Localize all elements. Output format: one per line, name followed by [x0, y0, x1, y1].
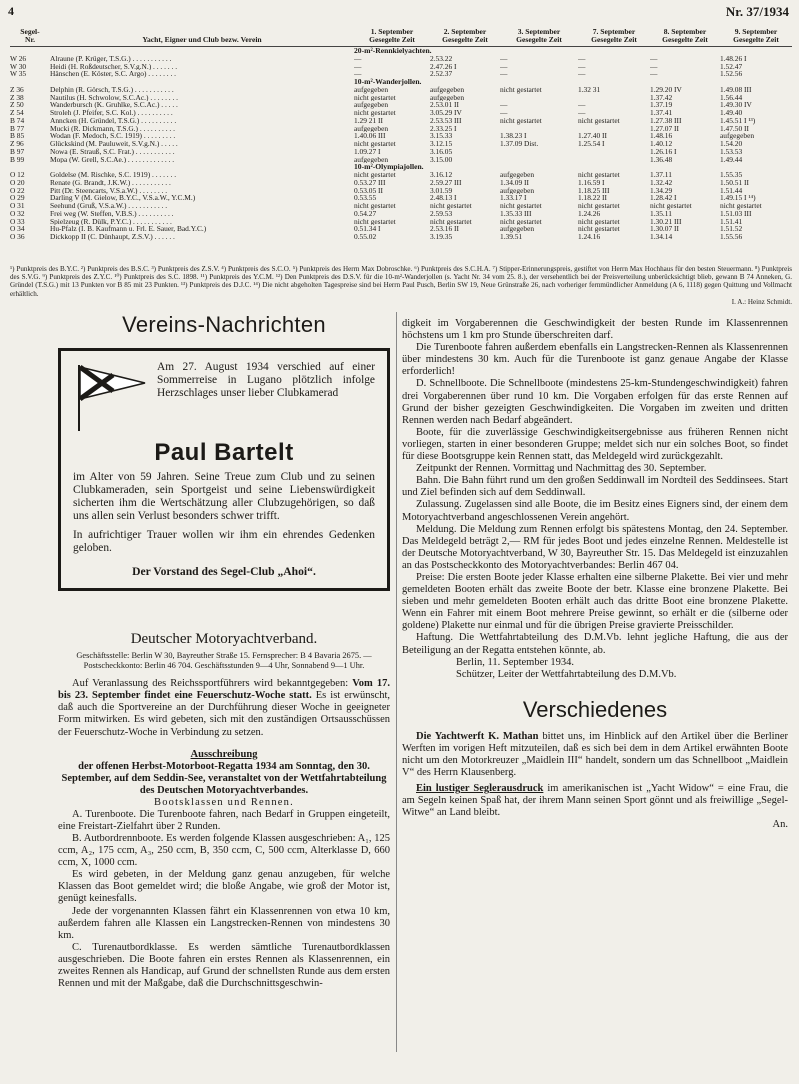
result-cell: 2.47.26 I	[430, 62, 457, 71]
result-cell: 1.51.41	[720, 217, 743, 226]
sail-number: Z 50	[10, 101, 24, 109]
yacht-name: Hänschen (E. Köster, S.C. Argo) . . . . . . . .	[50, 70, 177, 78]
result-cell: 1.29 21 II	[354, 116, 383, 125]
result-cell: 2.53.16 II	[430, 225, 459, 233]
result-cell: nicht gestartet	[578, 202, 620, 210]
yacht-name: Nowa (E. Strauß, S.C. Frat.) . . . . . . . . . . .	[50, 147, 175, 156]
right-p7: Meldung. Die Meldung zum Rennen erfolgt bis spätestens Montag, den 24. September. Das Meldegeld beträgt 2,— RM für jedes Boot und jedes einzelne Rennen. Meldestelle ist der Deutsche Motoryachtverband, W 30, Bayreuther Str. 15. Das Meldegeld ist einzuzahlen an das Postscheckkonto des Motoryachtverbandes: Berlin 467 04.	[402, 523, 788, 571]
result-cell: 1.49.15 I ¹⁴)	[720, 194, 756, 202]
club-flag-icon	[73, 361, 149, 433]
result-cell: 3.15.00	[430, 155, 453, 164]
right-p6: Zulassung. Zugelassen sind alle Boote, die im Besitz eines Eigners sind, der einem dem Motoryachtverband angeschlossenen Verein angehört.	[402, 499, 788, 523]
yacht-name: Darling V (M. Gielow, B.Y.C., V.S.a.W., Y.C.M.)	[50, 194, 196, 202]
result-cell: aufgegeben	[430, 85, 465, 94]
result-cell: —	[354, 70, 362, 78]
result-cell: 1.34.29	[650, 186, 673, 195]
result-cell: 1.56.44	[720, 93, 743, 102]
sail-number: Z 96	[10, 140, 24, 148]
result-cell: 1.26.16 I	[650, 147, 677, 156]
yacht-name: Alraune (P. Krüger, T.S.G.) . . . . . . . . . . .	[50, 54, 172, 63]
yacht-name: Goldelse (M. Rischke, S.C. 1919) . . . . . . .	[50, 171, 177, 179]
yacht-name: Hu-Pfalz (I. B. Kaufmann u. Frl. E. Sauer, Bad.Y.C.)	[50, 225, 207, 233]
table-row	[10, 225, 792, 233]
result-cell: —	[578, 70, 586, 78]
right-p5: Bahn. Die Bahn führt rund um den großen Seddinwall im Nordteil des Seddinsees. Start und Ziel befinden sich auf dem Seddinwall.	[402, 475, 788, 499]
result-cell: 3.12.15	[430, 140, 453, 148]
result-cell: 1.37.09 Dist.	[500, 140, 539, 148]
class-heading	[10, 47, 792, 55]
result-cell	[578, 148, 650, 156]
result-cell: aufgegeben	[500, 171, 535, 179]
result-cell: 1.24.16	[578, 233, 601, 241]
result-cell: 1.30.07 II	[650, 225, 679, 233]
result-cell: nicht gestartet	[354, 93, 396, 102]
yacht-name: Pitt (Dr. Steencarts, V.S.a.W.) . . . . . . . .	[50, 186, 168, 195]
table-header: 1. September Gesegelte Zeit	[354, 28, 430, 47]
result-cell: 2.53.53 III	[430, 116, 462, 125]
result-cell: —	[578, 62, 586, 71]
result-cell: aufgegeben	[500, 186, 535, 195]
yacht-name: Mopa (W. Grell, S.C.Ae.) . . . . . . . . . . . . .	[50, 155, 175, 164]
result-cell: 2.52.37	[430, 70, 453, 78]
result-cell: 3.01.59	[430, 186, 453, 195]
right-p4: Zeitpunkt der Rennen. Vormittag und Nachmittag des 30. September.	[416, 463, 707, 475]
sail-number: O 36	[10, 233, 25, 241]
table-header: 9. September Gesegelte Zeit	[720, 28, 792, 47]
sail-number: W 35	[10, 70, 27, 78]
motor-info: Geschäftsstelle: Berlin W 30, Bayreuther Straße 15. Fernsprecher: B 4 Bavaria 2675. — Postscheckkonto: Berlin 46 704. Geschäftsstunden 9—4 Uhr, Sonnabend 9—1 Uhr.	[76, 651, 372, 670]
motor-b: B. Autbordrennboote. Es werden folgende Klassen ausgeschrieben: A₁, 125 ccm, A₂, 175 ccm, A₃, 250 ccm, B, 350 ccm, C, 500 ccm, Alterklasse D, 660 ccm, X, 1000 ccm.	[58, 832, 390, 869]
yacht-name: Wodan (F. Medoch, S.C. 1919) . . . . . . . . .	[50, 132, 176, 140]
sail-number: O 12	[10, 171, 25, 179]
result-cell: —	[500, 62, 508, 71]
result-cell: nicht gestartet	[578, 171, 620, 179]
motor-d: Jede der vorgenannten Klassen fährt ein Klassenrennen von etwa 10 km, außerdem fahren alle Klassen ein Langstrecken-Rennen von mindestens 30 km.	[58, 905, 390, 941]
table-row	[10, 202, 792, 210]
result-cell: 1.54.20	[720, 140, 743, 148]
result-cell: 1.49.44	[720, 155, 743, 164]
result-cell	[578, 94, 650, 102]
table-row	[10, 109, 792, 117]
result-cell: 0.53.05 II	[354, 186, 383, 195]
result-cell: 1.29.20 IV	[650, 85, 682, 94]
result-cell: —	[650, 54, 658, 63]
yacht-name: Dickkopp II (C. Dünhaupt, Z.S.V.) . . . . . .	[50, 233, 175, 241]
result-cell: nicht gestartet	[578, 225, 620, 233]
table-row	[10, 86, 792, 94]
obituary-text-2: In aufrichtiger Trauer wollen wir ihm ein ehrendes Gedenken geloben.	[73, 529, 375, 554]
sail-number: W 26	[10, 54, 27, 63]
result-cell: aufgegeben	[354, 124, 389, 133]
result-cell: nicht gestartet	[354, 217, 396, 226]
yacht-name: Glückskind (M. Pauluweit, S.V.g.N.) . . . . .	[50, 140, 178, 148]
result-cell: 1.28.42 I	[650, 194, 677, 202]
result-cell: 1.37.19	[650, 101, 673, 109]
table-row	[10, 117, 792, 125]
result-cell: aufgegeben	[500, 225, 535, 233]
result-cell: 1.30.21 III	[650, 217, 682, 226]
bootsklassen-heading: Bootsklassen und Rennen.	[154, 796, 294, 808]
yacht-name: Delphin (R. Görsch, T.S.G.) . . . . . . . . . . .	[50, 85, 174, 94]
result-cell: aufgegeben	[720, 132, 755, 140]
right-p9: Haftung. Die Wettfahrtabteilung des D.M.Vb. lehnt jegliche Haftung, die aus der Beteiligung an der Regatta entstehen könnte, ab.	[402, 632, 788, 656]
sail-number: B 77	[10, 124, 25, 133]
yacht-name: Renate (G. Brandt, J.K.W.) . . . . . . . . . . .	[50, 178, 171, 187]
result-cell: 1.37.11	[650, 171, 672, 179]
table-header: 8. September Gesegelte Zeit	[650, 28, 720, 47]
result-cell: 1.27.38 III	[650, 116, 682, 125]
result-cell: 1.18.25 III	[578, 186, 610, 195]
table-row	[10, 125, 792, 133]
result-cell: 1.27.40 II	[578, 132, 607, 140]
result-cell: 1.32 31	[578, 85, 601, 94]
table-header: Segel- Nr.	[10, 28, 50, 47]
result-cell: 1.39.51	[500, 233, 523, 241]
result-cell: 2.59.53	[430, 209, 453, 218]
right-p0: digkeit im Vorgaberennen die Geschwindigkeit der besten Runde im Klassenrennen höchstens um 1 km pro Stunde überschreiten darf.	[402, 318, 788, 342]
result-cell: 1.52.56	[720, 70, 743, 78]
result-cell: 1.40.06 III	[354, 132, 386, 140]
sail-number: O 34	[10, 225, 25, 233]
result-cell: —	[500, 101, 508, 109]
obituary-box	[58, 348, 390, 591]
result-cell	[578, 125, 650, 133]
result-cell: —	[650, 70, 658, 78]
result-cell: —	[354, 54, 362, 63]
sail-number: B 97	[10, 147, 25, 156]
obituary-text-1: im Alter von 59 Jahren. Seine Treue zum Club und zu seinen Clubkameraden, sein Sportgeist und seine Liebenswürdigkeit sicherten ihm die Wertschätzung aller Clubzugehörigen, so daß uns allen sein Verlust besonders schwer trifft.	[73, 471, 375, 522]
result-cell: 1.34.14	[650, 233, 673, 241]
result-cell: 1.49.30 IV	[720, 101, 752, 109]
result-cell: 1.33.17 I	[500, 194, 527, 202]
result-cell: 1.35.11	[650, 209, 672, 218]
deceased-name: Paul Bartelt	[154, 439, 294, 466]
sail-number: B 99	[10, 155, 25, 164]
result-cell: 1.48.26 I	[720, 54, 747, 63]
result-cell: 1.37.41	[650, 109, 673, 117]
result-cell: nicht gestartet	[578, 116, 620, 125]
result-cell: 1.55.35	[720, 171, 743, 179]
sail-number: O 32	[10, 209, 25, 218]
right-p2: D. Schnellboote. Die Schnellboote (mindestens 25-km-Stundengeschwindigkeit) fahren drei Vorgaberennen über rund 10 km. Die Vorgaben erfolgen für das erste Rennen auf Grund der bisher gezeigten Geschwindigkeiten. Die Vorgaben im zweiten und dritten Rennen werden nach Bedarf abgeändert.	[402, 378, 788, 426]
result-cell: nicht gestartet	[500, 85, 542, 94]
sail-number: Z 36	[10, 85, 24, 94]
sail-number: W 30	[10, 62, 27, 71]
result-cell: 1.35.33 III	[500, 209, 532, 218]
sail-number: O 22	[10, 186, 25, 195]
result-cell: 2.33.25 I	[430, 124, 457, 133]
result-cell: 2.53.01 II	[430, 101, 459, 109]
versch-sign: An.	[772, 819, 788, 831]
result-cell: 1.52.47	[720, 62, 743, 71]
versch-p1: Die Yachtwerft K. Mathan bittet uns, im Hinblick auf den Artikel über die Berliner Werften im vorigen Heft mitzuteilen, daß es sich bei dem in dem Artikel erwähnten Boote nicht um den Motorkreuzer „Maidlein III“ handelt, sondern um das Schnellboot „Maidlein V“ des Herrn Klausenberg.	[402, 730, 788, 779]
result-cell: 1.34.09 II	[500, 178, 529, 187]
sail-number: B 74	[10, 116, 25, 125]
result-cell: aufgegeben	[354, 155, 389, 164]
result-cell: aufgegeben	[430, 93, 465, 102]
motor-e: C. Turenautbordklasse. Es werden sämtliche Turenautbordklassen ausgeschrieben. Die Boote fahren ein erstes Rennen als Klassenrennen, ein zweites Rennen als Handicap, auf Grund der schnellsten Runde aus dem ersten Rennen und mit der Maßgabe, daß die Durchschnittsgeschwin-	[58, 941, 390, 990]
result-cell: 0.51.34 I	[354, 225, 381, 233]
class-heading	[10, 78, 792, 86]
issue-number: Nr. 37/1934	[725, 4, 789, 19]
result-cell: 1.24.26	[578, 209, 601, 218]
table-row	[10, 218, 792, 226]
table-header: 2. September Gesegelte Zeit	[430, 28, 500, 47]
obituary-sign: Der Vorstand des Segel-Club „Ahoi“.	[132, 565, 316, 578]
result-cell: nicht gestartet	[354, 109, 396, 117]
class-label: 10-m²-Wanderjollen.	[354, 78, 422, 86]
footnotes	[10, 265, 792, 306]
yacht-name: Stroleh (J. Pfeifer, S.C. Kol.) . . . . . . . . . .	[50, 109, 173, 117]
table-row	[10, 187, 792, 195]
result-cell	[578, 156, 650, 164]
class-label: 20-m²-Rennkielyachten.	[354, 46, 432, 55]
sail-number: O 20	[10, 178, 25, 187]
right-date: Berlin, 11. September 1934.	[456, 656, 575, 668]
result-cell: nicht gestartet	[354, 171, 396, 179]
table-row	[10, 140, 792, 148]
result-cell: 3.15.33	[430, 132, 453, 140]
result-cell: 1.18.22 II	[578, 194, 607, 202]
table-row	[10, 171, 792, 179]
table-row	[10, 233, 792, 241]
footnotes-sign: I. A.: Heinz Schmidt.	[731, 297, 792, 306]
table-row	[10, 179, 792, 187]
result-cell	[500, 156, 578, 164]
result-cell: —	[500, 54, 508, 63]
table-row	[10, 63, 792, 71]
class-label: 10-m²-Olympiajollen.	[354, 163, 424, 171]
result-cell: 1.45.51 I ¹³)	[720, 116, 756, 125]
result-cell: nicht gestartet	[354, 140, 396, 148]
result-cell: aufgegeben	[354, 85, 389, 94]
result-cell: 2.53.22	[430, 54, 453, 63]
result-cell: aufgegeben	[354, 101, 389, 109]
class-heading	[10, 163, 792, 171]
result-cell: 0.53.55	[354, 194, 377, 202]
table-row	[10, 132, 792, 140]
sail-number: O 29	[10, 194, 25, 202]
yacht-name: Spielzeug (R. Dülk, P.Y.C.) . . . . . . . . . . .	[50, 217, 172, 226]
table-row	[10, 210, 792, 218]
table-row	[10, 148, 792, 156]
sail-number: B 85	[10, 132, 25, 140]
result-cell: 1.32.42	[650, 178, 673, 187]
result-cell: nicht gestartet	[430, 202, 472, 210]
yacht-name: Seehund (Gruß, V.S.a.W.) . . . . . . . . . . .	[50, 202, 168, 210]
table-header: Yacht, Eigner und Club bezw. Verein	[50, 28, 354, 47]
table-row	[10, 101, 792, 109]
right-p8: Preise: Die ersten Boote jeder Klasse erhalten eine silberne Plakette. Bei vier und mehr gemeldeten Booten erhält das zweite Boote der betr. Klasse eine bronzene Plakette. Bei sieben und mehr gemeldeten Booten erhält auch das dritte Boot eine bronzene Plakette. Wenn ein Fahrer mit einem Boot mehrere Preise gewinnt, so erhält er die (silberne oder goldene) Plakette nur einmal und für die übrigen Preise gravierte Preisschilder.	[402, 571, 788, 632]
table-row	[10, 156, 792, 164]
page-number: 4	[8, 4, 14, 18]
result-cell: nicht gestartet	[500, 217, 542, 226]
result-cell	[500, 94, 578, 102]
versch-p2: Ein lustiger Seglerausdruck im amerikanischen ist „Yacht Widow“ = eine Frau, die am Segeln keinen Spaß hat, der ihrem Mann seinen Sport gönnt und als freiwillige „Segel-Witwe“ an Land bleibt.	[402, 783, 788, 819]
result-cell: nicht gestartet	[430, 217, 472, 226]
motor-p1: Auf Veranlassung des Reichssportführers wird bekanntgegeben: Vom 17. bis 23. September findet eine Feuerschutz-Woche statt. Es ist erwünscht, daß auch die Sportvereine an der Durchführung dieser Woche in geeigneter Form mitwirken. Es wird gebeten, sich mit den zuständigen Ortsausschüssen der Feuerschutz-Woche in Verbindung zu setzen.	[58, 678, 390, 738]
sail-number: Z 54	[10, 109, 24, 117]
result-cell: nicht gestartet	[578, 217, 620, 226]
result-cell: 1.49.40	[720, 109, 743, 117]
motor-title: Deutscher Motoryachtverband.	[130, 631, 318, 647]
table-row	[10, 94, 792, 102]
result-cell: 1.53.53	[720, 147, 743, 156]
result-cell: —	[500, 109, 508, 117]
result-cell: 1.38.23 I	[500, 132, 527, 140]
right-sign: Schützer, Leiter der Wettfahrtabteilung des D.M.Vb.	[456, 668, 677, 680]
yacht-name: Wanderbursch (K. Gruhlke, S.C.Ac.) . . . . .	[50, 101, 178, 109]
table-row	[10, 194, 792, 202]
yacht-name: Heidi (H. Roßdeutscher, S.V.g.N.) . . . . . . .	[50, 62, 178, 71]
result-cell: 1.50.51 II	[720, 178, 749, 187]
vereins-title: Vereins-Nachrichten	[122, 312, 326, 337]
obituary-intro: Am 27. August 1934 verschied auf einer Sommerreise in Lugano plötzlich infolge Herzschlages unser lieber Clubkamerad	[157, 361, 375, 399]
left-column	[58, 312, 390, 990]
result-cell: 3.19.35	[430, 233, 453, 241]
ausschreibung-body: der offenen Herbst-Motorboot-Regatta 1934 am Sonntag, den 30. September, auf dem Seddin-See, veranstaltet von der Wettfahrtabteilung des Deutschen Motoryachtverbandes.	[61, 760, 387, 796]
right-p3: Boote, für die zuverlässige Geschwindigkeitsergebnisse aus früheren Rennen nicht vorliegen, starten in einer besonderen Gruppe; meldet sich nur ein solches Boot, so findet für diese Bootsgruppe kein Rennen statt, das Meldegeld wird zurückgezahlt.	[402, 426, 788, 463]
results-table	[10, 28, 792, 241]
sail-number: O 33	[10, 217, 25, 226]
result-cell: 2.48.13 I	[430, 194, 457, 202]
result-cell: nicht gestartet	[650, 202, 692, 210]
yacht-name: Frei weg (W. Steffen, V.B.S.) . . . . . . . . . .	[50, 209, 174, 218]
result-cell: 1.37.42	[650, 93, 673, 102]
result-cell: 0.55.02	[354, 233, 377, 241]
table-header: 7. September Gesegelte Zeit	[578, 28, 650, 47]
result-cell: 1.49.08 III	[720, 85, 752, 94]
result-cell: nicht gestartet	[720, 202, 762, 210]
table-row	[10, 55, 792, 63]
motor-a: A. Turenboote. Die Turenboote fahren, nach Bedarf in Gruppen eingeteilt, eine Freistart-Zielfahrt über 2 Runden.	[58, 808, 390, 832]
verschiedenes-title: Verschiedenes	[522, 696, 668, 722]
table-row	[10, 70, 792, 78]
result-cell: 1.36.48	[650, 155, 673, 164]
yacht-name: Nautilus (H. Schwolow, S.C.Ac.) . . . . . . . .	[50, 93, 179, 102]
result-cell: 1.47.50 II	[720, 124, 749, 133]
result-cell: 1.25.54 I	[578, 140, 605, 148]
right-column	[402, 318, 788, 832]
result-cell: 0.54.27	[354, 209, 377, 218]
right-p1: Die Turenboote fahren außerdem ebenfalls ein Langstrecken-Rennen als Klassenrennen über mindestens 30 km. Auch für die Turenboote ist ganz genaue Angabe der Klasse erforderlich!	[402, 342, 788, 378]
result-cell: 1.51.44	[720, 186, 743, 195]
sail-number: Z 38	[10, 93, 24, 102]
result-cell: nicht gestartet	[354, 202, 396, 210]
result-cell: —	[578, 109, 586, 117]
column-divider	[396, 312, 397, 1052]
result-cell: 1.09.27 I	[354, 147, 381, 156]
result-cell: nicht gestartet	[500, 116, 542, 125]
result-cell: —	[650, 62, 658, 71]
sail-number: O 31	[10, 202, 25, 210]
result-cell: 3.05.29 IV	[430, 109, 462, 117]
ausschreibung-title: Ausschreibung	[190, 748, 258, 760]
result-cell: 1.51.03 III	[720, 209, 752, 218]
result-cell: 1.55.56	[720, 233, 743, 241]
result-cell: —	[354, 62, 362, 71]
result-cell: —	[578, 54, 586, 63]
result-cell: —	[500, 70, 508, 78]
result-cell: 3.16.12	[430, 171, 453, 179]
result-cell: 3.16.05	[430, 147, 453, 156]
footnotes-text: ¹) Punktpreis des B.Y.C. ²) Punktpreis des B.S.C. ³) Punktpreis des Z.S.V. ⁴) Punktpreis des S.C.O. ⁵) Punktpreis des Herrn Max Dobroschke. ⁶) Punktpreis des S.C.H.A. ⁷) Stipper-Erinnerungspreis, gestiftet von Herrn Max Hochhaus für den besten Steuermann. ⁸) Punktpreis des S.V.G. ⁹) Punktpreis des Z.Y.C. ¹⁰) Punktpreis des S.C. 1898. ¹¹) Punktpreis des Y.C.M. ¹²) Den Punktpreis des D.S.V. für die 10-m²-Wanderjollen (s. Yacht Nr. 34 vom 25. 8.), der versehentlich bei der Preisverteilung unberücksichtigt blieb, gewann B 74 Anneken, G. Gründel (T.S.G.) mit 13 Punkten vor B 85 mit 23 Punkten. ¹³) Punktpreis des D.J.C. ¹⁴) Die nicht abgeholten Tagespreise sind bei Herrn Paul Pusch, Berlin SW 19, Neue Grünstraße 26, nach vorheriger fernmündlicher Anmeldung (A 6, 1118) gegen Quittung und Vollmacht erhältlich.	[10, 265, 792, 298]
result-cell	[500, 125, 578, 133]
result-cell: 1.51.52	[720, 225, 743, 233]
result-cell: 1.40.12	[650, 140, 673, 148]
table-header: 3. September Gesegelte Zeit	[500, 28, 578, 47]
yacht-name: Mucki (R. Dickmann, T.S.G.) . . . . . . . . . .	[50, 124, 175, 133]
result-cell: 1.27.07 II	[650, 124, 679, 133]
result-cell: 1.16.59 I	[578, 178, 605, 187]
result-cell: 0.53.27 III	[354, 178, 386, 187]
result-cell	[500, 148, 578, 156]
result-cell: nicht gestartet	[500, 202, 542, 210]
result-cell: 1.48.16	[650, 132, 673, 140]
result-cell: —	[578, 101, 586, 109]
motor-c: Es wird gebeten, in der Meldung ganz genau anzugeben, für welche Klassen das Boot gemeldet wird; die bloße Angabe, wie groß der Motor ist, genügt keinesfalls.	[58, 869, 390, 905]
result-cell: 2.59.27 III	[430, 178, 462, 187]
yacht-name: Anncken (H. Gründel, T.S.G.) . . . . . . . . . .	[50, 116, 177, 125]
